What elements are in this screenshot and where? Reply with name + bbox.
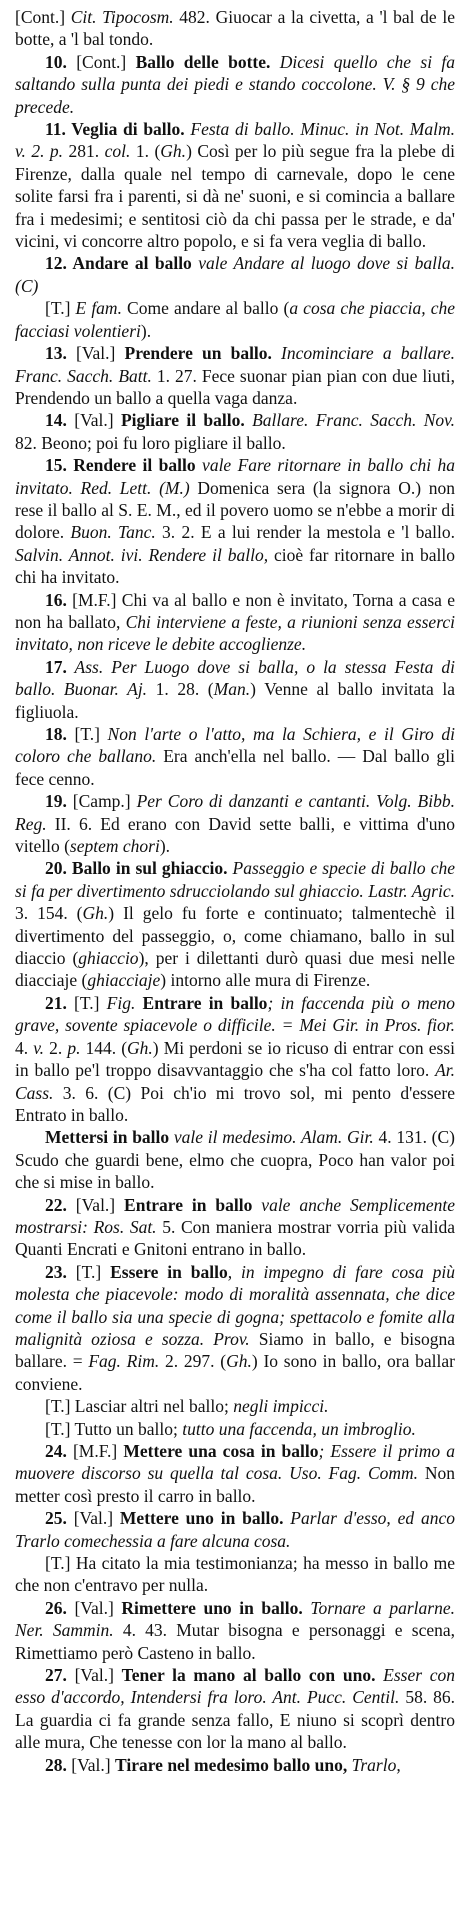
dictionary-entry <box>15 1507 455 1552</box>
entry-italic-text: vale Andare al luogo dove si balla. (C) <box>15 253 455 296</box>
entry-italic-text: Non l'arte o l'atto, ma la Schiera, e il Giro di coloro che ballano. <box>15 724 455 767</box>
entry-italic-text: Gh. <box>127 1037 153 1058</box>
entry-headword: 15. Rendere il ballo <box>45 455 196 476</box>
entry-italic-text: Dicesi quello che si fa saltando sulla punta dei piedi e stando coccolone. V. § 9 che precede. <box>15 51 455 117</box>
entry-headword: Entrare in ballo <box>124 1194 253 1215</box>
dictionary-entry <box>15 1597 455 1664</box>
entry-italic-text: Gh. <box>226 1351 252 1372</box>
entry-italic-text: a cosa che piaccia, che facciasi volentieri <box>15 298 456 341</box>
entry-text: [T.] Ha citato la mia testimonianza; ha messo in ballo me che non c'entravo per nulla. <box>15 1553 455 1596</box>
entry-text: [Val.] <box>66 1754 115 1775</box>
entry-italic-text: Buon. Tanc. <box>70 522 156 543</box>
entry-text: [T.] <box>66 724 108 744</box>
dictionary-entry <box>15 409 455 454</box>
entry-text: ) Io sono in ballo, ora ballar conviene. <box>15 1351 455 1394</box>
dictionary-entry <box>15 656 455 723</box>
entry-headword: Mettersi in ballo <box>45 1127 170 1148</box>
entry-italic-text: Passeggio e specie di ballo che si fa per divertimento sdrucciolando sul ghiaccio. Lastr. Agric. <box>15 858 455 901</box>
dictionary-entry <box>15 51 455 118</box>
entry-text: [T.] Tutto un ballo; <box>45 1418 183 1439</box>
dictionary-entry <box>15 1754 455 1776</box>
entry-headword: 14. <box>45 410 67 431</box>
dictionary-entry <box>15 1664 455 1754</box>
entry-text: 1. ( <box>130 141 161 162</box>
entry-italic-text: Man. <box>213 679 251 700</box>
entry-text: [Val.] <box>66 343 125 364</box>
entry-headword: 24. <box>45 1441 67 1461</box>
entry-headword: Ballo delle botte. <box>135 51 271 72</box>
entry-italic-text: ; Essere il primo a muovere discorso su quella tal cosa. Uso. Fag. Comm. <box>15 1441 455 1484</box>
entry-headword: 22. <box>45 1194 67 1215</box>
entry-headword: Tener la mano al ballo con uno. <box>121 1665 376 1686</box>
entry-italic-text: , in impegno di fare cosa più molesta che piacevole: modo di moralità assennata, che dice come il ballo sia una specie di gogna; spettacolo e fomite alla malignità oziosa e sozza. Prov. <box>15 1261 455 1349</box>
dictionary-page <box>15 0 455 1776</box>
entry-headword: 19. <box>45 791 67 812</box>
entry-text: 58. 86. La guardia ci fa grande senza fallo, E niuno si scoprì dentro alle mura, Che tenesse con lor la mano al ballo. <box>15 1687 456 1753</box>
entry-italic-text: Tornare a parlarne. Ner. Sammin. <box>15 1597 455 1641</box>
entry-italic-text: ghiacciaje <box>87 970 161 991</box>
entry-italic-text: Fig. <box>106 992 136 1013</box>
dictionary-entry <box>15 589 455 656</box>
dictionary-entry <box>15 1261 455 1395</box>
entry-text: ) Così per lo più segue fra la plebe di Firenze, dalla quale nel tempo di carnevale, dopo le cene solite farsi fra i parenti, si dà ne' suoni, e si comincia a ballare fra i medesimi; e sentitosi ciò da chi passa per le strade, e da' vicini, vi concorre altro popolo, e si fa vera veglia di ballo. <box>15 141 455 252</box>
entry-text: II. 6. Ed erano con David sette balli, e vittima d'uno vitello ( <box>15 813 455 857</box>
entry-text: 1. 28. ( <box>147 679 214 700</box>
dictionary-entry <box>15 790 455 857</box>
entry-italic-text: Salvin. Annot. ivi. Rendere il ballo, <box>15 544 269 565</box>
entry-italic-text: v. <box>33 1037 45 1058</box>
entry-text: [T.] <box>66 1261 111 1282</box>
entry-text: Non metter così presto il carro in ballo. <box>15 1463 456 1506</box>
entry-italic-text: Cit. Tipocosm. <box>70 7 174 27</box>
entry-headword: Mettere uno in ballo. <box>119 1508 284 1529</box>
entry-italic-text: ; in faccenda più o meno grave, sovente spiacevole o difficile. = Mei Gir. in Pros. fior. <box>15 992 455 1036</box>
entry-headword: 16. <box>45 589 67 610</box>
entry-text: 4. 131. (C) Scudo che guardi bene, elmo che cuopra, Poco han valor poi che si mise in ballo. <box>15 1127 455 1193</box>
entry-headword: 23. <box>45 1261 67 1282</box>
entry-text: [T.] <box>45 298 76 319</box>
dictionary-entry <box>15 252 455 297</box>
entry-headword: 28. <box>45 1754 67 1775</box>
entry-text: 4. 43. Mutar bisogna e personaggi e scena, Rimettiamo però Casteno in ballo. <box>15 1620 456 1663</box>
entry-text: ) Mi perdoni se io ricuso di entrar con essi in ballo pe'l troppo disavvantaggio che s'ha col fatto loro. <box>15 1037 456 1081</box>
dictionary-entry <box>15 1418 455 1440</box>
entry-text: ). <box>159 836 171 857</box>
entry-italic-text: Ar. Cass. <box>15 1060 455 1103</box>
entry-italic-text: Gh. <box>160 141 187 162</box>
entry-text: 3. 2. E a lui render la mestola e 'l ballo. <box>155 522 455 543</box>
dictionary-entry <box>15 342 455 409</box>
entry-text: Siamo in ballo, e bisogna ballare. = <box>15 1328 455 1372</box>
entry-italic-text: Esser con esso d'accordo, Intendersi fra loro. Ant. Pucc. Centil. <box>15 1665 456 1708</box>
entry-italic-text: E fam. <box>75 298 122 319</box>
entry-text: [Val.] <box>66 1508 120 1529</box>
entry-italic-text: septem chori <box>69 836 160 857</box>
entry-text: 281. <box>63 141 105 162</box>
entry-text: ). <box>140 320 152 341</box>
dictionary-entry <box>15 992 455 1126</box>
entry-text: ) intorno alle mura di Firenze. <box>160 970 371 991</box>
entry-text: [Val.] <box>66 410 121 431</box>
entry-italic-text: ghiaccio <box>78 948 139 969</box>
entry-text: [Val.] <box>66 1597 122 1618</box>
entry-headword: Prendere un ballo. <box>124 343 272 364</box>
entry-headword: Entrare in ballo <box>135 992 268 1013</box>
dictionary-entry <box>15 1126 455 1193</box>
entry-italic-text: Trarlo, <box>347 1754 401 1775</box>
dictionary-entry <box>15 1194 455 1261</box>
entry-italic-text: Fag. Rim. <box>88 1351 160 1372</box>
entry-text: 82. Beono; poi fu loro pigliare il ballo. <box>15 432 286 453</box>
entry-text: ) Il gelo fu forte e continuato; talmentechè il divertimento del passeggio, o, come chiamano, ballo in sul diaccio ( <box>15 903 455 969</box>
entry-headword: 12. Andare al ballo <box>45 253 192 274</box>
entry-italic-text: Festa di ballo. Minuc. in Not. Malm. v. 2. p. <box>15 119 456 162</box>
dictionary-entry <box>15 1552 455 1597</box>
entry-italic-text: Gh. <box>82 903 109 924</box>
entry-italic-text: negli impicci. <box>233 1396 329 1417</box>
entry-headword: 21. <box>45 992 67 1013</box>
entry-text: 2. <box>44 1037 68 1058</box>
entry-italic-text: Chi interviene a feste, a riunioni senza esserci invitato, non riceve le debite accoglienze. <box>15 611 455 655</box>
entry-text: ), per i dilettanti durò quasi due mesi nelle diacciaje ( <box>15 948 455 991</box>
entry-italic-text: Incominciare a ballare. Franc. Sacch. Batt. <box>15 343 455 386</box>
entry-text: 4. <box>15 1037 34 1058</box>
entry-italic-text: col. <box>104 141 131 162</box>
entry-italic-text: Ass. Per Luogo dove si balla, o la stessa Festa di ballo. Buonar. Aj. <box>15 656 455 700</box>
entry-text: 482. Giuocar a la civetta, a 'l bal de le botte, a 'l bal tondo. <box>15 7 455 50</box>
entry-text: [M.F.] Chi va al ballo e non è invitato, Torna a casa e non ha ballato, <box>15 589 455 632</box>
entry-headword: 10. <box>45 51 67 72</box>
entry-text: [T.] <box>66 992 107 1013</box>
entry-continuation <box>15 6 455 51</box>
entry-text: ) Venne al ballo invitata la figliuola. <box>15 679 455 722</box>
entry-headword: 17. <box>45 656 67 677</box>
entry-text: [Val.] <box>66 1194 125 1215</box>
dictionary-entry <box>15 297 455 342</box>
entry-text: [Cont.] <box>66 51 136 72</box>
entry-headword: Mettere una cosa in ballo <box>123 1441 319 1461</box>
entry-text: Domenica sera (la signora O.) non rese il ballo al S. E. M., ed il povero uomo se n'ebbe a morir di dolore. <box>15 477 455 543</box>
entry-text: 3. 6. (C) Poi ch'io mi trovo sol, mi pento d'essere Entrato in ballo. <box>15 1082 455 1125</box>
entry-text: 2. 297. ( <box>159 1351 227 1372</box>
entry-italic-text: vale il medesimo. Alam. Gir. <box>169 1127 374 1148</box>
entry-headword: 26. <box>45 1597 67 1618</box>
entry-italic-text: vale Fare ritornare in ballo chi ha invitato. Red. Lett. (M.) <box>15 455 455 498</box>
entry-text: [T.] Lasciar altri nel ballo; <box>45 1396 234 1417</box>
entry-text: [M.F.] <box>66 1441 124 1461</box>
entry-italic-text: p. <box>67 1037 81 1058</box>
entry-headword: 13. <box>45 343 67 364</box>
entry-headword: Rimettere uno in ballo. <box>121 1597 303 1618</box>
entry-text: cioè far ritornare in ballo chi ha invitato. <box>15 544 455 588</box>
entry-italic-text: Ballare. Franc. Sacch. Nov. <box>244 410 455 431</box>
entry-headword: 11. Veglia di ballo. <box>45 119 185 140</box>
entry-italic-text: Parlar d'esso, ed anco Trarlo comechessia a fare alcuna cosa. <box>15 1508 456 1551</box>
entry-text: Era anch'ella nel ballo. — Dal ballo gli fece cenno. <box>15 746 455 789</box>
entry-text: Come andare al ballo ( <box>121 298 290 319</box>
entry-italic-text: tutto una faccenda, un imbroglio. <box>182 1418 416 1439</box>
dictionary-entry <box>15 118 455 252</box>
entry-text: 5. Con maniera mostrar vorria più valida Quanti Encrati e Gnitoni entrano in ballo. <box>15 1216 455 1260</box>
entry-headword: 27. <box>45 1665 67 1686</box>
entry-italic-text: vale anche Semplicemente mostrarsi: Ros. Sat. <box>15 1194 455 1237</box>
entry-headword: Essere in ballo <box>110 1261 228 1282</box>
entry-headword: Tirare nel medesimo ballo uno, <box>114 1754 348 1775</box>
entry-text: [Camp.] <box>66 791 137 812</box>
entry-text: 3. 154. ( <box>15 903 83 924</box>
entry-headword: Pigliare il ballo. <box>120 410 245 431</box>
dictionary-entry <box>15 723 455 790</box>
dictionary-entry <box>15 857 455 991</box>
dictionary-entry <box>15 454 455 588</box>
entry-text: [Val.] <box>66 1665 122 1686</box>
entry-headword: 18. <box>45 724 67 744</box>
entry-italic-text: Per Coro di danzanti e cantanti. Volg. Bibb. Reg. <box>15 791 455 834</box>
dictionary-entry <box>15 1395 455 1417</box>
entry-headword: 25. <box>45 1508 67 1529</box>
entry-text: 1. 27. Fece suonar pian pian con due liuti, Prendendo un ballo a quella vaga danza. <box>15 365 455 408</box>
entry-text: [Cont.] <box>15 7 71 27</box>
entry-headword: 20. Ballo in sul ghiaccio. <box>45 858 228 879</box>
dictionary-entry <box>15 1440 455 1507</box>
entry-text: 144. ( <box>80 1037 128 1058</box>
